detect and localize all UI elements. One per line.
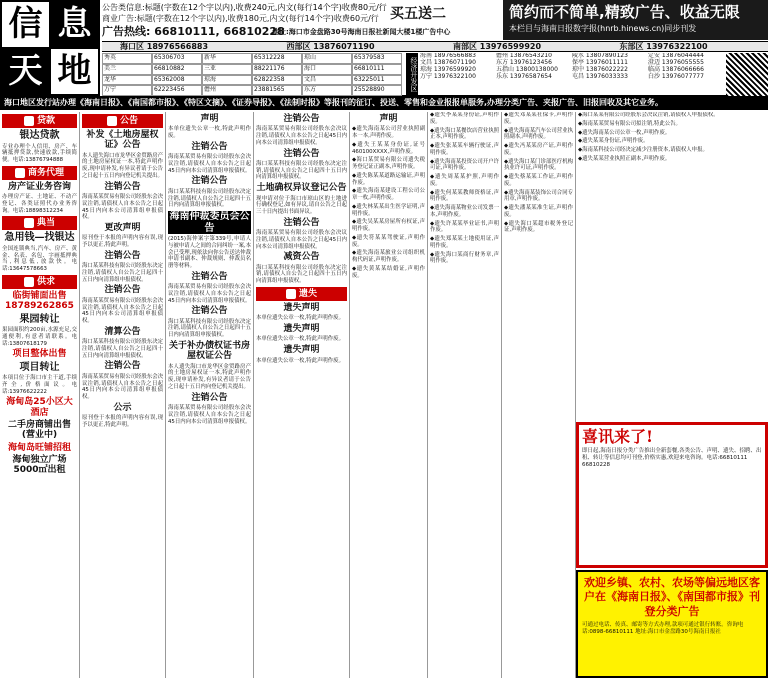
list-item: ◆遗失郑某某土地使用证,声明作废。 bbox=[430, 236, 499, 249]
notice-icon bbox=[107, 116, 117, 126]
directory-cell: 龙华 bbox=[102, 75, 152, 86]
list-item: ◆遗失周某某护照,声明作废。 bbox=[430, 174, 499, 187]
directory-cell: 62822358 bbox=[252, 75, 302, 86]
notice-heading: 关于补办债权证书房屋权证公告 bbox=[168, 340, 250, 362]
directory-entry: 临高 13876066666 bbox=[648, 65, 704, 73]
list-item: ◆遗失某某身份证,声明作废。 bbox=[578, 138, 649, 145]
notice-text: 海南某某贸易有限公司经股东会决议注销,请债权人自本公告之日起45日内向本公司清算组申报债权。 bbox=[82, 373, 163, 400]
directory-cell: 海口 bbox=[302, 64, 352, 75]
ad-heading: 项目整体出售 bbox=[12, 349, 67, 360]
list-item: ◆遗失黄某某结婚证,声明作废。 bbox=[352, 265, 425, 279]
list-item: ◆遗失海南某公司营业执照副本一本,声明作废。 bbox=[352, 126, 425, 140]
directory-cell: 儋州 bbox=[202, 85, 252, 96]
notice-heading: 注销公告 bbox=[191, 271, 228, 282]
rural-promo-box bbox=[576, 570, 768, 678]
notice-heading: 注销公告 bbox=[104, 361, 141, 372]
address: 地址:海口市金盘路30号海南日报社新闻大楼1楼广告中心 bbox=[272, 28, 451, 36]
notice-heading: 遗失声明 bbox=[283, 345, 320, 356]
ad-heading: 海甸岛25小区大酒店 bbox=[6, 397, 73, 418]
list-item: ◆遗失海口某超市税务登记证,声明作废。 bbox=[504, 220, 573, 234]
notice-heading: 更改声明 bbox=[104, 223, 141, 234]
list-item: ◆遗失林某某出生医学证明,声明作废。 bbox=[352, 203, 425, 217]
lost-icon bbox=[286, 289, 296, 299]
column-4 bbox=[254, 112, 350, 678]
column-3 bbox=[166, 112, 254, 678]
item-list bbox=[352, 126, 425, 279]
logo bbox=[0, 0, 100, 96]
hotline: 广告热线: 66810111, 66810228 bbox=[102, 25, 285, 38]
directory-cell: 25528890 bbox=[352, 85, 402, 96]
notice-text: 海南某某贸易有限公司经股东会决议注销,请债权人自本公告之日起45日内向本公司清算组申报债权。 bbox=[82, 297, 163, 325]
directory-cell: 新华 bbox=[202, 53, 252, 64]
qr-code-icon bbox=[726, 53, 768, 96]
list-item: ◆海口某贸易有限公司遗失税务登记证正副本,声明作废。 bbox=[352, 157, 425, 171]
column-1 bbox=[0, 112, 80, 678]
good-news-title: 喜讯来了! bbox=[582, 427, 654, 446]
notice-text: 海口某某科技有限公司经股东决定注销,请债权人自公告之日起四十五日内向清算组申报债权。 bbox=[256, 264, 347, 285]
ad-text: 全国连锁典当,汽车、房产、黄金、名表、名包、字画抵押典当,利息低,放款快。电话:13647578663 bbox=[2, 245, 77, 273]
notice-text: 本单位遗失公章一枚,特此声明作废。 bbox=[256, 357, 344, 364]
notice-text: 海南某某贸易有限公司经股东会决议注销,请债权人自本公告之日起45日内向本公司清算组申报债权。 bbox=[256, 230, 347, 250]
logo-char-1: 信 bbox=[2, 2, 49, 47]
ad-heading: 房产证业务咨询 bbox=[7, 181, 71, 192]
masthead bbox=[0, 0, 768, 96]
column-5 bbox=[350, 112, 428, 678]
directory-entry: 澄迈 13976055555 bbox=[648, 58, 704, 66]
section-notice bbox=[82, 114, 163, 128]
notice-heading: 注销公告 bbox=[191, 306, 228, 317]
promo-tag: 买五送二 bbox=[390, 6, 446, 22]
notice-text: 海南某某贸易有限公司经股东会决议注销,请债权人自本公告之日起45日内向本公司清算组申报债权。 bbox=[168, 154, 251, 174]
section-label: 商务代理 bbox=[27, 167, 64, 178]
notice-text: 海南某某贸易有限公司经股东会决议注销,请债权人自本公告之日起45日内向本公司清算组申报债权。 bbox=[168, 284, 251, 304]
list-item: ◆遗失海口某商行财务章,声明作废。 bbox=[430, 251, 499, 265]
ad-text: 本项目位于海口市主干道,手续齐全,价格面议。电话:13976622222 bbox=[2, 375, 77, 395]
notice-heading: 公示 bbox=[113, 402, 132, 413]
list-item: ◆遗失张某某车辆行驶证,声明作废。 bbox=[430, 143, 499, 156]
office-4: 东部区 13976322100 bbox=[619, 41, 708, 51]
pawn-icon bbox=[24, 218, 34, 228]
logo-char-2: 息 bbox=[51, 2, 98, 47]
directory-cell: 65306703 bbox=[152, 53, 202, 64]
notice-text: 现申请对位于海口市琼山区的土地进行确权登记,如有异议,请自公告之日起三十日内提出书面异议。 bbox=[256, 195, 347, 216]
item-list bbox=[504, 112, 573, 234]
notice-text: 本单位遗失公章一枚,特此声明作废。 bbox=[256, 336, 344, 343]
notice-heading: 注销公告 bbox=[283, 148, 320, 159]
directory-cell: 65312228 bbox=[252, 53, 302, 64]
section-loan bbox=[2, 114, 77, 128]
directory-cell: 东方 bbox=[302, 85, 352, 96]
directory-entry: 琼中 13876022222 bbox=[572, 65, 628, 73]
section-label: 贷款 bbox=[36, 115, 55, 126]
section-pawn bbox=[2, 216, 77, 230]
banner: 海口地区发行站办理《海南日报》、《南国都市报》、《特区文摘》、《证券导报》、《法制时报》等报刊的征订、投送、零售和金业报报单服务,办理分类广告、夹报广告、旧报回收及其它业务。 bbox=[0, 96, 768, 110]
office-2: 西部区 13876071190 bbox=[286, 41, 375, 51]
section-agency bbox=[2, 166, 77, 180]
notice-heading: 海南仲裁委员会公告 bbox=[169, 211, 250, 234]
logo-char-4: 地 bbox=[51, 49, 98, 94]
rural-promo-title: 欢迎乡镇、农村、农场等偏远地区客户在《海南日报》、《南国都市报》刊登分类广告 bbox=[584, 576, 760, 618]
directory-cell: 62223456 bbox=[152, 85, 202, 96]
list-item: ◆遗失吴某某房屋所有权证,声明作废。 bbox=[352, 219, 425, 233]
notice-text: 海南某某贸易有限公司经股东会决议注销,请债权人自本公告之日起45日内向本公司清算组申报债权。 bbox=[256, 126, 347, 146]
list-item: ◆遗失海南某旅业公司组织机构代码证,声明作废。 bbox=[352, 250, 425, 264]
notice-text: 本人遗失海口市龙华区金贸路房产的土地房屋权证一本,特此声明作废,现申请补发,有异议者请于公告之日起十五日内向登记机关提出。 bbox=[168, 363, 251, 390]
directory-entry: 海南 18976566883 bbox=[420, 53, 476, 59]
notice-text: 海口某某科技有限公司经股东决定注销,请债权人自公告之日起四十五日内向清算组申报债权。 bbox=[82, 339, 163, 359]
good-news-box bbox=[576, 422, 768, 568]
list-item: ◆遗失王某某身份证,证号460100XXXX,声明作废。 bbox=[352, 141, 425, 155]
directory-entry: 文昌 13876071190 bbox=[420, 58, 476, 66]
directory-entry: 白沙 13976077777 bbox=[648, 72, 704, 80]
office-1: 海口区 18976566883 bbox=[120, 41, 209, 51]
column-2 bbox=[80, 112, 166, 678]
directory-entry: 儋州 13876543210 bbox=[496, 53, 552, 59]
directory-entry: 万宁 13976322100 bbox=[420, 72, 476, 80]
directory-entry: 保亭 13976011111 bbox=[572, 58, 628, 66]
notice-text: 海口某某科技有限公司经股东决定注销,请债权人自公告之日起四十五日内向清算组申报债权。 bbox=[256, 160, 347, 181]
ad-heading: 海甸岛旺铺招租 bbox=[7, 442, 71, 453]
directory-entry: 乐东 13976587654 bbox=[496, 72, 552, 80]
list-item: ◆海南某某贸易有限公司拟注销,特此公告。 bbox=[578, 120, 681, 127]
notice-heading: 注销公告 bbox=[191, 176, 228, 187]
ad-heading: 项目转让 bbox=[19, 361, 60, 373]
list-item: ◆遗失蔡某某工作证,声明作废。 bbox=[504, 174, 573, 187]
notice-text: 海南某某贸易有限公司经股东会决议注销,请债权人自本公告之日起45日内向本公司清算组申报债权。 bbox=[168, 405, 251, 425]
directory-cell: 63225011 bbox=[352, 75, 402, 86]
notice-heading: 声明 bbox=[379, 114, 398, 124]
directory-entry: 定安 13876044444 bbox=[648, 53, 704, 59]
list-item: ◆遗失李某某身份证,声明作废。 bbox=[430, 112, 499, 125]
notice-heading: 注销公告 bbox=[191, 392, 228, 403]
list-item: ◆遗失邓某某社保卡,声明作废。 bbox=[504, 112, 573, 125]
office-3: 南部区 13976599920 bbox=[453, 41, 542, 51]
ad-heading: 二手房商铺出售(营业中) bbox=[7, 420, 71, 441]
notice-heading: 补发《土地房屋权证》公告 bbox=[86, 130, 159, 151]
item-list bbox=[578, 112, 766, 163]
notice-text: 海口某某科技有限公司经股东决定注销,请债权人自公告之日起四十五日内向清算组申报债权。 bbox=[168, 318, 251, 339]
section-label: 典当 bbox=[36, 218, 55, 229]
list-item: ◆遗失海口某门诊部医疗机构执业许可证,声明作废。 bbox=[504, 158, 573, 172]
list-item: ◆遗失潘某某准生证,声明作废。 bbox=[504, 205, 573, 218]
slogan: 简约而不简单,精致广告、收益无限 bbox=[509, 3, 740, 21]
directory-entry: 琼海 13976599920 bbox=[420, 65, 476, 73]
rates-block bbox=[102, 0, 502, 40]
notice-heading: 注销公告 bbox=[104, 250, 141, 261]
directory-cell: 美兰 bbox=[102, 64, 152, 75]
notice-heading: 遗失声明 bbox=[283, 302, 320, 313]
directory-cell: 万宁 bbox=[102, 85, 152, 96]
notice-text: 原刊登于本报的声明内容有误,现予以更正,特此声明。 bbox=[82, 415, 163, 428]
ad-heading: 果园转让 bbox=[19, 313, 60, 325]
directory-cell: 三亚 bbox=[202, 64, 252, 75]
notice-heading: 注销公告 bbox=[283, 114, 320, 124]
rates-line-1: 公告类信息:标题(字数在12个字以内),收费240元,内文(每行14个字)收费80元/行 bbox=[102, 3, 387, 12]
directory-cell: 66810882 bbox=[152, 64, 202, 75]
notice-text: (2015)海仲案字第339号,申请人与被申请人之间的合同纠纷一案,本会已受理,现依法向你公告送达仲裁申请书副本、仲裁规则、仲裁员名册等材料。 bbox=[168, 236, 251, 270]
loan-icon bbox=[24, 116, 34, 126]
notice-text: 海南某某贸易有限公司经股东会决议注销,请债权人自本公告之日起45日内向本公司清算组申报债权。 bbox=[82, 194, 163, 221]
agency-icon bbox=[15, 168, 25, 178]
ad-heading: 临街铺面出售 18789262865 bbox=[5, 290, 74, 312]
list-item: ◆遗失海南某建设工程公司公章一枚,声明作废。 bbox=[352, 188, 425, 202]
section-lost bbox=[256, 287, 347, 301]
item-list bbox=[430, 112, 499, 265]
list-item: ◆遗失陈某某道路运输证,声明作废。 bbox=[352, 172, 425, 186]
section-label: 公告 bbox=[119, 115, 138, 126]
list-item: ◆遗失何某某教师资格证,声明作废。 bbox=[430, 189, 499, 203]
directory-grid bbox=[102, 53, 402, 96]
directory-cell: 65379583 bbox=[352, 53, 402, 64]
list-item: ◆遗失某某营业执照正副本,声明作废。 bbox=[578, 155, 671, 162]
offices-bar bbox=[102, 41, 768, 52]
notice-heading: 土地确权异议登记公告 bbox=[256, 183, 347, 194]
rates-line-2: 商业广告:标题(字数在12个字以内),收费180元,内文(每行14个字)收费60元/行 bbox=[102, 14, 379, 23]
list-item: ◆遗失海南某投资公司开户许可证,声明作废。 bbox=[430, 158, 499, 172]
ad-heading: 急用钱—找银达 bbox=[4, 232, 75, 244]
logo-char-3: 天 bbox=[2, 49, 49, 94]
directory bbox=[102, 53, 768, 96]
directory-entry: 东方 13976123456 bbox=[496, 58, 552, 66]
list-item: ◆海南某科技公司经决定减少注册资本,请债权人申报。 bbox=[578, 147, 708, 153]
column-7 bbox=[502, 112, 576, 678]
list-item: ◆遗失海南某物业公司发票一本,声明作废。 bbox=[430, 205, 499, 218]
notice-heading: 注销公告 bbox=[104, 181, 141, 192]
notice-heading: 遗失声明 bbox=[283, 324, 320, 335]
directory-entry: 屯昌 13976033333 bbox=[572, 72, 628, 80]
directory-entry: 五指山 13800138000 bbox=[496, 65, 558, 73]
notice-text: 本单位遗失公章一枚,特此声明作废。 bbox=[168, 126, 251, 140]
good-news-body: 即日起,海南日报分类广告推出全新套餐,各类公告、声明、遗失、招聘、出租、转让等信息均可刊登,价格实惠,欢迎来电咨询。电话:66810111 66810228 bbox=[582, 448, 762, 469]
ad-heading: 海甸独立广场5000㎡出租 bbox=[12, 455, 67, 476]
directory-cell: 88221176 bbox=[252, 64, 302, 75]
notice-text: 海口某某科技有限公司经股东决定注销,请债权人自公告之日起四十五日内向清算组申报债权。 bbox=[82, 263, 163, 283]
column-6 bbox=[428, 112, 502, 678]
notice-text: 原刊登于本报的声明内容有误,现予以更正,特此声明。 bbox=[82, 235, 163, 249]
directory-cell: 琼海 bbox=[202, 75, 252, 86]
notice-text: 海口某某科技有限公司经股东决定注销,请债权人自公告之日起四十五日内向清算组申报债权。 bbox=[168, 188, 251, 209]
notice-heading: 注销公告 bbox=[104, 285, 141, 296]
list-item: ◆遗失海南某汽车公司营业执照副本,声明作废。 bbox=[504, 127, 573, 141]
notice-heading: 注销公告 bbox=[283, 217, 320, 228]
list-item: ◆海口某某有限公司经股东会决议注销,请债权人申报债权。 bbox=[578, 112, 719, 118]
ad-text: 果园面积约200亩,水源充足,交通便利,有意者请联系。电话:13807618179 bbox=[2, 327, 77, 347]
directory-cell: 23881565 bbox=[252, 85, 302, 96]
directory-entry: 陵水 13807890123 bbox=[572, 53, 628, 59]
rural-promo-body: 可通过电话、传真、邮寄等方式办理,款项可通过银行转账。咨询电话:0898-66810111 地址:海口市金盘路30号海南日报社 bbox=[582, 621, 744, 635]
notice-heading: 注销公告 bbox=[191, 141, 228, 152]
list-item: ◆遗失海口某餐饮店营业执照正本,声明作废。 bbox=[430, 127, 499, 141]
column-8 bbox=[576, 112, 768, 420]
notice-text: 本单位遗失公章一枚,特此声明作废。 bbox=[256, 315, 344, 322]
directory-cell: 文昌 bbox=[302, 75, 352, 86]
directory-cell: 66810111 bbox=[352, 64, 402, 75]
section-supply bbox=[2, 275, 77, 289]
directory-cell: 65362008 bbox=[152, 75, 202, 86]
slogan-box bbox=[503, 0, 768, 40]
section-label: 遗失 bbox=[298, 288, 317, 299]
notice-heading: 清算公告 bbox=[104, 326, 141, 337]
list-item: ◆遗失符某某驾驶证,声明作废。 bbox=[352, 234, 425, 248]
ad-text: 专业办理个人信用、房产、车辆抵押贷款,快速放款,手续简便。电话:13876794888 bbox=[2, 143, 77, 163]
ad-text: 办理房产证、土地证、不动产登记、各类证照代办业务咨询。电话:18898312234 bbox=[2, 194, 77, 214]
slogan-sub: 本栏目与海南日报数字报(hnrb.hinews.cn)同步刊发 bbox=[509, 24, 697, 34]
directory-side-label: 经济开发区 bbox=[406, 53, 418, 96]
notice-text: 本人遗失海口市龙华区金贸路房产的土地房屋权证一本,特此声明作废,现申请补发,有异议者请于公告之日起十五日内向登记机关提出。 bbox=[82, 152, 163, 179]
list-item: ◆遗失冯某某房产证,声明作废。 bbox=[504, 143, 573, 156]
notice-heading: 声明 bbox=[200, 114, 219, 124]
list-item: ◆遗失许某某毕业证书,声明作废。 bbox=[430, 220, 499, 234]
notice-heading: 减资公告 bbox=[283, 252, 320, 263]
list-item: ◆遗失海南某公司公章一枚,声明作废。 bbox=[578, 129, 671, 136]
section-label: 供求 bbox=[36, 276, 55, 287]
list-item: ◆遗失海南某装饰公司合同专用章,声明作废。 bbox=[504, 189, 573, 203]
directory-list bbox=[420, 53, 720, 96]
directory-cell: 秀英 bbox=[102, 53, 152, 64]
supply-icon bbox=[24, 277, 34, 287]
ad-heading: 银达贷款 bbox=[19, 130, 60, 141]
directory-cell: 琼山 bbox=[302, 53, 352, 64]
